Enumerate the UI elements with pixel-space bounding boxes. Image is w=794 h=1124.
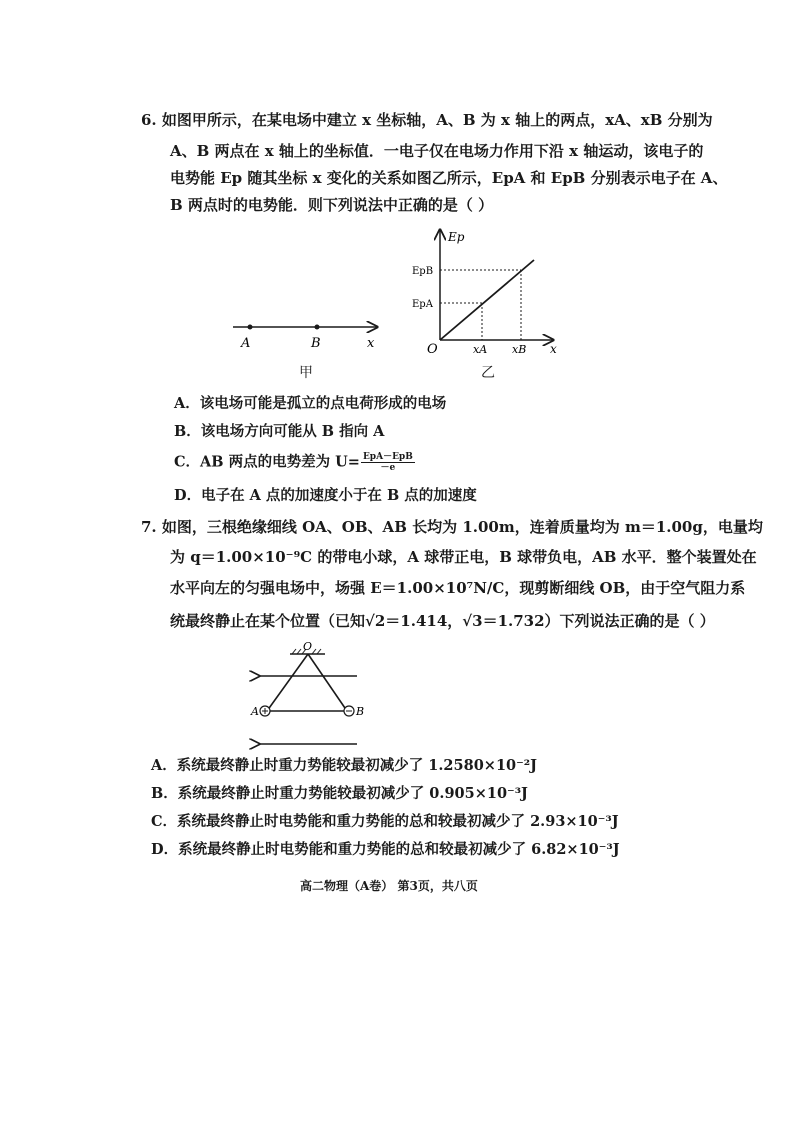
q6-option-c-text: C．AB 两点的电势差为 U= [174,453,360,471]
q6-option-d: D．电子在 A 点的加速度小于在 B 点的加速度 [174,487,477,504]
fraction-numerator: EpA－EpB [362,452,413,462]
label-origin: O [427,342,438,357]
figure-q7 [245,638,375,753]
caption-jia: 甲 [299,365,313,381]
label-ball-b: B [356,705,365,718]
label-x-axis: x [367,336,375,351]
q7-option-c: C．系统最终静止时电势能和重力势能的总和较最初减少了 2.93×10⁻³J [151,813,619,830]
ep-line [440,260,534,340]
label-o: O [303,640,313,653]
q7-option-d: D．系统最终静止时电势能和重力势能的总和较最初减少了 6.82×10⁻³J [151,841,620,858]
q6-option-b: B．该电场方向可能从 B 指向 A [174,423,385,440]
q6-line-3: 电势能 Ep 随其坐标 x 变化的关系如图乙所示，EpA 和 EpB 分别表示电子在 A、 [170,169,728,187]
label-x: x [550,342,557,356]
potential-fraction [361,452,415,473]
point-b [315,325,320,330]
q7-option-a: A．系统最终静止时重力势能较最初减少了 1.2580×10⁻²J [151,757,537,774]
q6-option-c [174,452,415,473]
label-epa: EpA [412,299,433,310]
q7-line-2: 为 q＝1.00×10⁻⁹C 的带电小球，A 球带正电，B 球带负电，AB 水平．整个装置处在 [170,548,757,566]
caption-yi: 乙 [481,365,495,381]
page-footer: 高二物理（A卷） 第3页，共八页 [300,879,478,893]
label-epb: EpB [412,266,434,277]
q6-line-2: A、B 两点在 x 轴上的坐标值．一电子仅在电场力作用下沿 x 轴运动，该电子的 [170,142,704,160]
fraction-denominator: －e [380,463,396,473]
label-xa: xA [473,343,488,356]
q7-line-1: 7. 如图，三根绝缘细线 OA、OB、AB 长均为 1.00m，连着质量均为 m＝1.00g，电量均 [141,518,763,536]
label-a: A [241,336,251,351]
q7-line-3: 水平向左的匀强电场中，场强 E＝1.00×10⁷N/C，现剪断细线 OB，由于空气阻力系 [170,579,746,597]
q7-option-b: B．系统最终静止时重力势能较最初减少了 0.905×10⁻³J [151,785,528,802]
q6-line-4: B 两点时的电势能．则下列说法中正确的是（ ） [170,196,494,214]
figure-jia [225,315,425,375]
label-xb: xB [512,343,527,356]
label-b: B [311,336,321,351]
q6-option-a: A．该电场可能是孤立的点电荷形成的电场 [174,395,447,412]
label-ep-axis: Ep [448,230,465,244]
q7-line-4: 统最终静止在某个位置（已知√2＝1.414，√3＝1.732）下列说法正确的是（ ） [170,612,715,630]
figure-yi [410,225,570,365]
label-ball-a: A [251,705,259,718]
point-a [248,325,253,330]
q6-line-1: 6. 如图甲所示，在某电场中建立 x 坐标轴，A、B 为 x 轴上的两点，xA、xB 分别为 [141,111,713,129]
